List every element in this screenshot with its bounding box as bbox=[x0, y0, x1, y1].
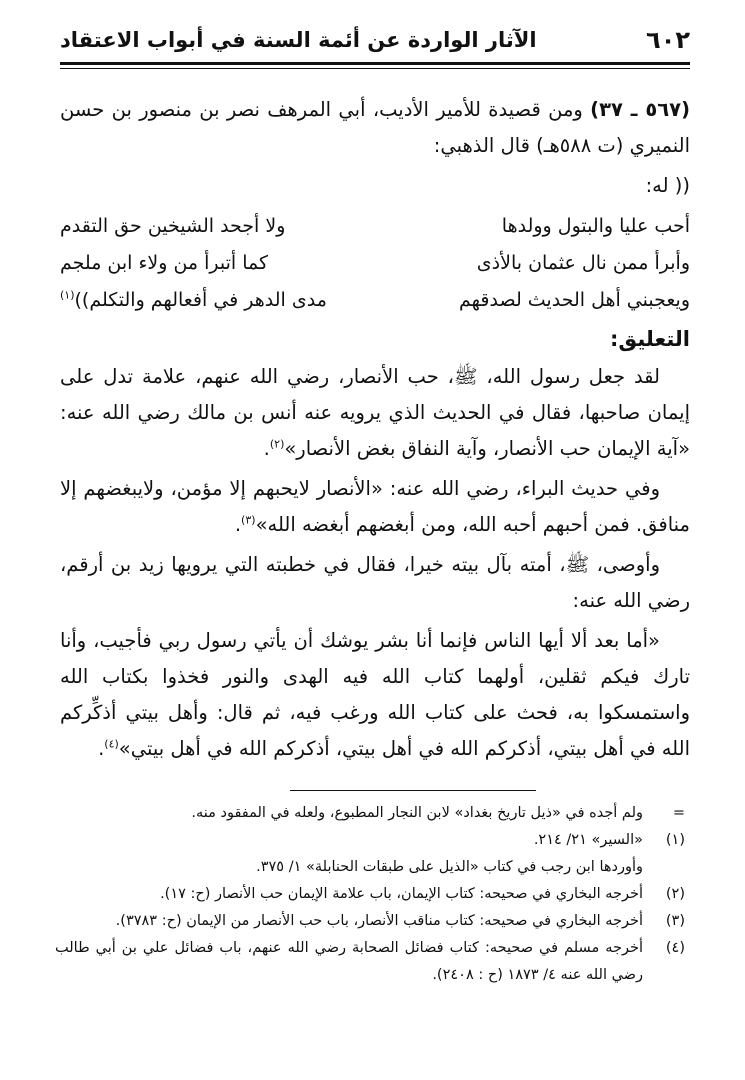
footnote-text: أخرجه البخاري في صحيحه: كتاب الإيمان، باب علامة الإيمان حب الأنصار (ح: ١٧). bbox=[160, 886, 643, 902]
paragraph-text: وأوصى، ﷺ، أمته بآل بيته خيرا، فقال في خطبته التي يرويها زيد بن أرقم، رضي الله عنه: bbox=[60, 553, 690, 612]
paragraph-text: لقد جعل رسول الله، ﷺ، حب الأنصار، رضي الله عنهم، علامة تدل على إيمان صاحبها، فقال في الحديث الذي يرويه عنه أنس بن مالك رضي الله عنه: «آية الإيمان حب الأنصار، وآية النفاق بغض الأنصار» bbox=[60, 365, 690, 460]
poem-hemistich-second bbox=[60, 282, 362, 319]
footnote bbox=[55, 854, 685, 881]
footnotes bbox=[55, 800, 685, 989]
poem-hemistich-first: وأبرأ ممن نال عثمان بالأذى bbox=[476, 252, 690, 274]
page-number: ٦٠٢ bbox=[646, 26, 690, 54]
running-title: الآثار الواردة عن أئمة السنة في أبواب الاعتقاد bbox=[60, 28, 537, 52]
header-rule-thin bbox=[60, 68, 690, 69]
poem-hemistich-first: ويعجبني أهل الحديث لصدقهم bbox=[459, 289, 690, 311]
poem-verse bbox=[60, 282, 690, 319]
footnote bbox=[55, 827, 685, 854]
footnote bbox=[55, 908, 685, 935]
poem-attribution: (( له: bbox=[645, 174, 690, 197]
footnote bbox=[55, 800, 685, 827]
footnote-mark: (٣) bbox=[665, 913, 685, 929]
footnote-text: ولم أجده في «ذيل تاريخ بغداد» لابن النجار المطبوع، ولعله في المفقود منه. bbox=[191, 805, 643, 821]
footnote-text: أخرجه مسلم في صحيحه: كتاب فضائل الصحابة رضي الله عنهم، باب فضائل علي بن أبي طالب رضي الله عنه ٤/ ١٨٧٣ (ح : ٢٤٠٨). bbox=[55, 940, 643, 983]
footnote-text: «السير» ٢١/ ٢١٤. bbox=[533, 832, 643, 848]
running-header bbox=[60, 20, 690, 60]
poem-hemistich-first: أحب عليا والبتول وولدها bbox=[501, 215, 690, 237]
poem-verse bbox=[60, 245, 690, 282]
paragraph: وفي حديث البراء، رضي الله عنه: «الأنصار لايحبهم إلا مؤمن، ولايبغضهم إلا منافق. فمن أحبهم أحبه الله، ومن أبغضهم أبغضه الله»$^{(٣)}$. bbox=[60, 477, 690, 536]
footnote-text: أخرجه البخاري في صحيحه: كتاب مناقب الأنصار، باب حب الأنصار من الإيمان (ح: ٣٧٨٣). bbox=[115, 913, 643, 929]
footnote-ref[interactable]: (٤) bbox=[104, 737, 119, 751]
footnote-text: وأوردها ابن رجب في كتاب «الذيل على طبقات الحنابلة» ١/ ٣٧٥. bbox=[256, 859, 643, 875]
paragraph-text: «أما بعد ألا أيها الناس فإنما أنا بشر يوشك أن يأتي رسول ربي فأجيب، وأنا تارك فيكم ثقلين، أولهما كتاب الله فيه الهدى والنور فخذوا بكتاب الله واستمسكوا به، فحث على كتاب الله ورغب فيه، ثم قال: وأهل بيتي أذكِّركم الله في أهل بيتي، أذكركم الله في أهل بيتي، أذكركم الله في أهل بيتي» bbox=[60, 629, 690, 760]
paragraph-text: وفي حديث البراء، رضي الله عنه: «الأنصار لايحبهم إلا مؤمن، ولايبغضهم إلا منافق. فمن أحبهم أحبه الله، ومن أبغضهم أبغضه الله» bbox=[60, 477, 690, 536]
paragraph: لقد جعل رسول الله، ﷺ، حب الأنصار، رضي الله عنهم، علامة تدل على إيمان صاحبها، فقال في الحديث الذي يرويه عنه أنس بن مالك رضي الله عنه: «آية الإيمان حب الأنصار، وآية النفاق بغض الأنصار»$^{(٢)}$. bbox=[60, 365, 690, 460]
footnote-mark: = bbox=[672, 805, 685, 821]
footnote-ref[interactable]: (١) bbox=[60, 288, 75, 302]
poem-verse bbox=[60, 208, 690, 245]
footnote-mark: (٢) bbox=[665, 886, 685, 902]
poem-text: مدى الدهر في أفعالهم والتكلم)) bbox=[74, 289, 327, 311]
paragraph: «أما بعد ألا أيها الناس فإنما أنا بشر يوشك أن يأتي رسول ربي فأجيب، وأنا تارك فيكم ثقلين، أولهما كتاب الله فيه الهدى والنور فخذوا بكتاب الله واستمسكوا به، فحث على كتاب الله ورغب فيه، ثم قال: وأهل بيتي أذكِّركم الله في أهل بيتي، أذكركم الله في أهل بيتي، أذكركم الله في أهل بيتي»$^{(٤)}$. bbox=[60, 629, 690, 760]
entry-number: (٥٦٧ ـ ٣٧) bbox=[590, 98, 690, 121]
commentary-heading: التعليق: bbox=[610, 327, 690, 351]
entry-intro-text: ومن قصيدة للأمير الأديب، أبي المرهف نصر بن منصور بن حسن النميري (ت ٥٨٨هـ) قال الذهبي: bbox=[60, 98, 690, 157]
footnote-mark: (٤) bbox=[665, 940, 685, 956]
paragraph bbox=[60, 547, 690, 619]
main-text bbox=[60, 92, 690, 771]
footnote-ref[interactable]: (٢) bbox=[269, 437, 285, 451]
poem-hemistich-second: ولا أجحد الشيخين حق التقدم bbox=[60, 215, 286, 237]
footnote-ref[interactable]: (٣) bbox=[241, 513, 256, 527]
footnote-mark: (١) bbox=[665, 832, 685, 848]
entry-intro bbox=[60, 92, 690, 164]
footnote bbox=[55, 935, 685, 989]
footnote bbox=[55, 881, 685, 908]
footnote-separator bbox=[290, 790, 536, 791]
poem-hemistich-second: كما أتبرأ من ولاء ابن ملجم bbox=[60, 252, 269, 274]
poem bbox=[60, 208, 690, 319]
header-rule-thick bbox=[60, 62, 690, 65]
